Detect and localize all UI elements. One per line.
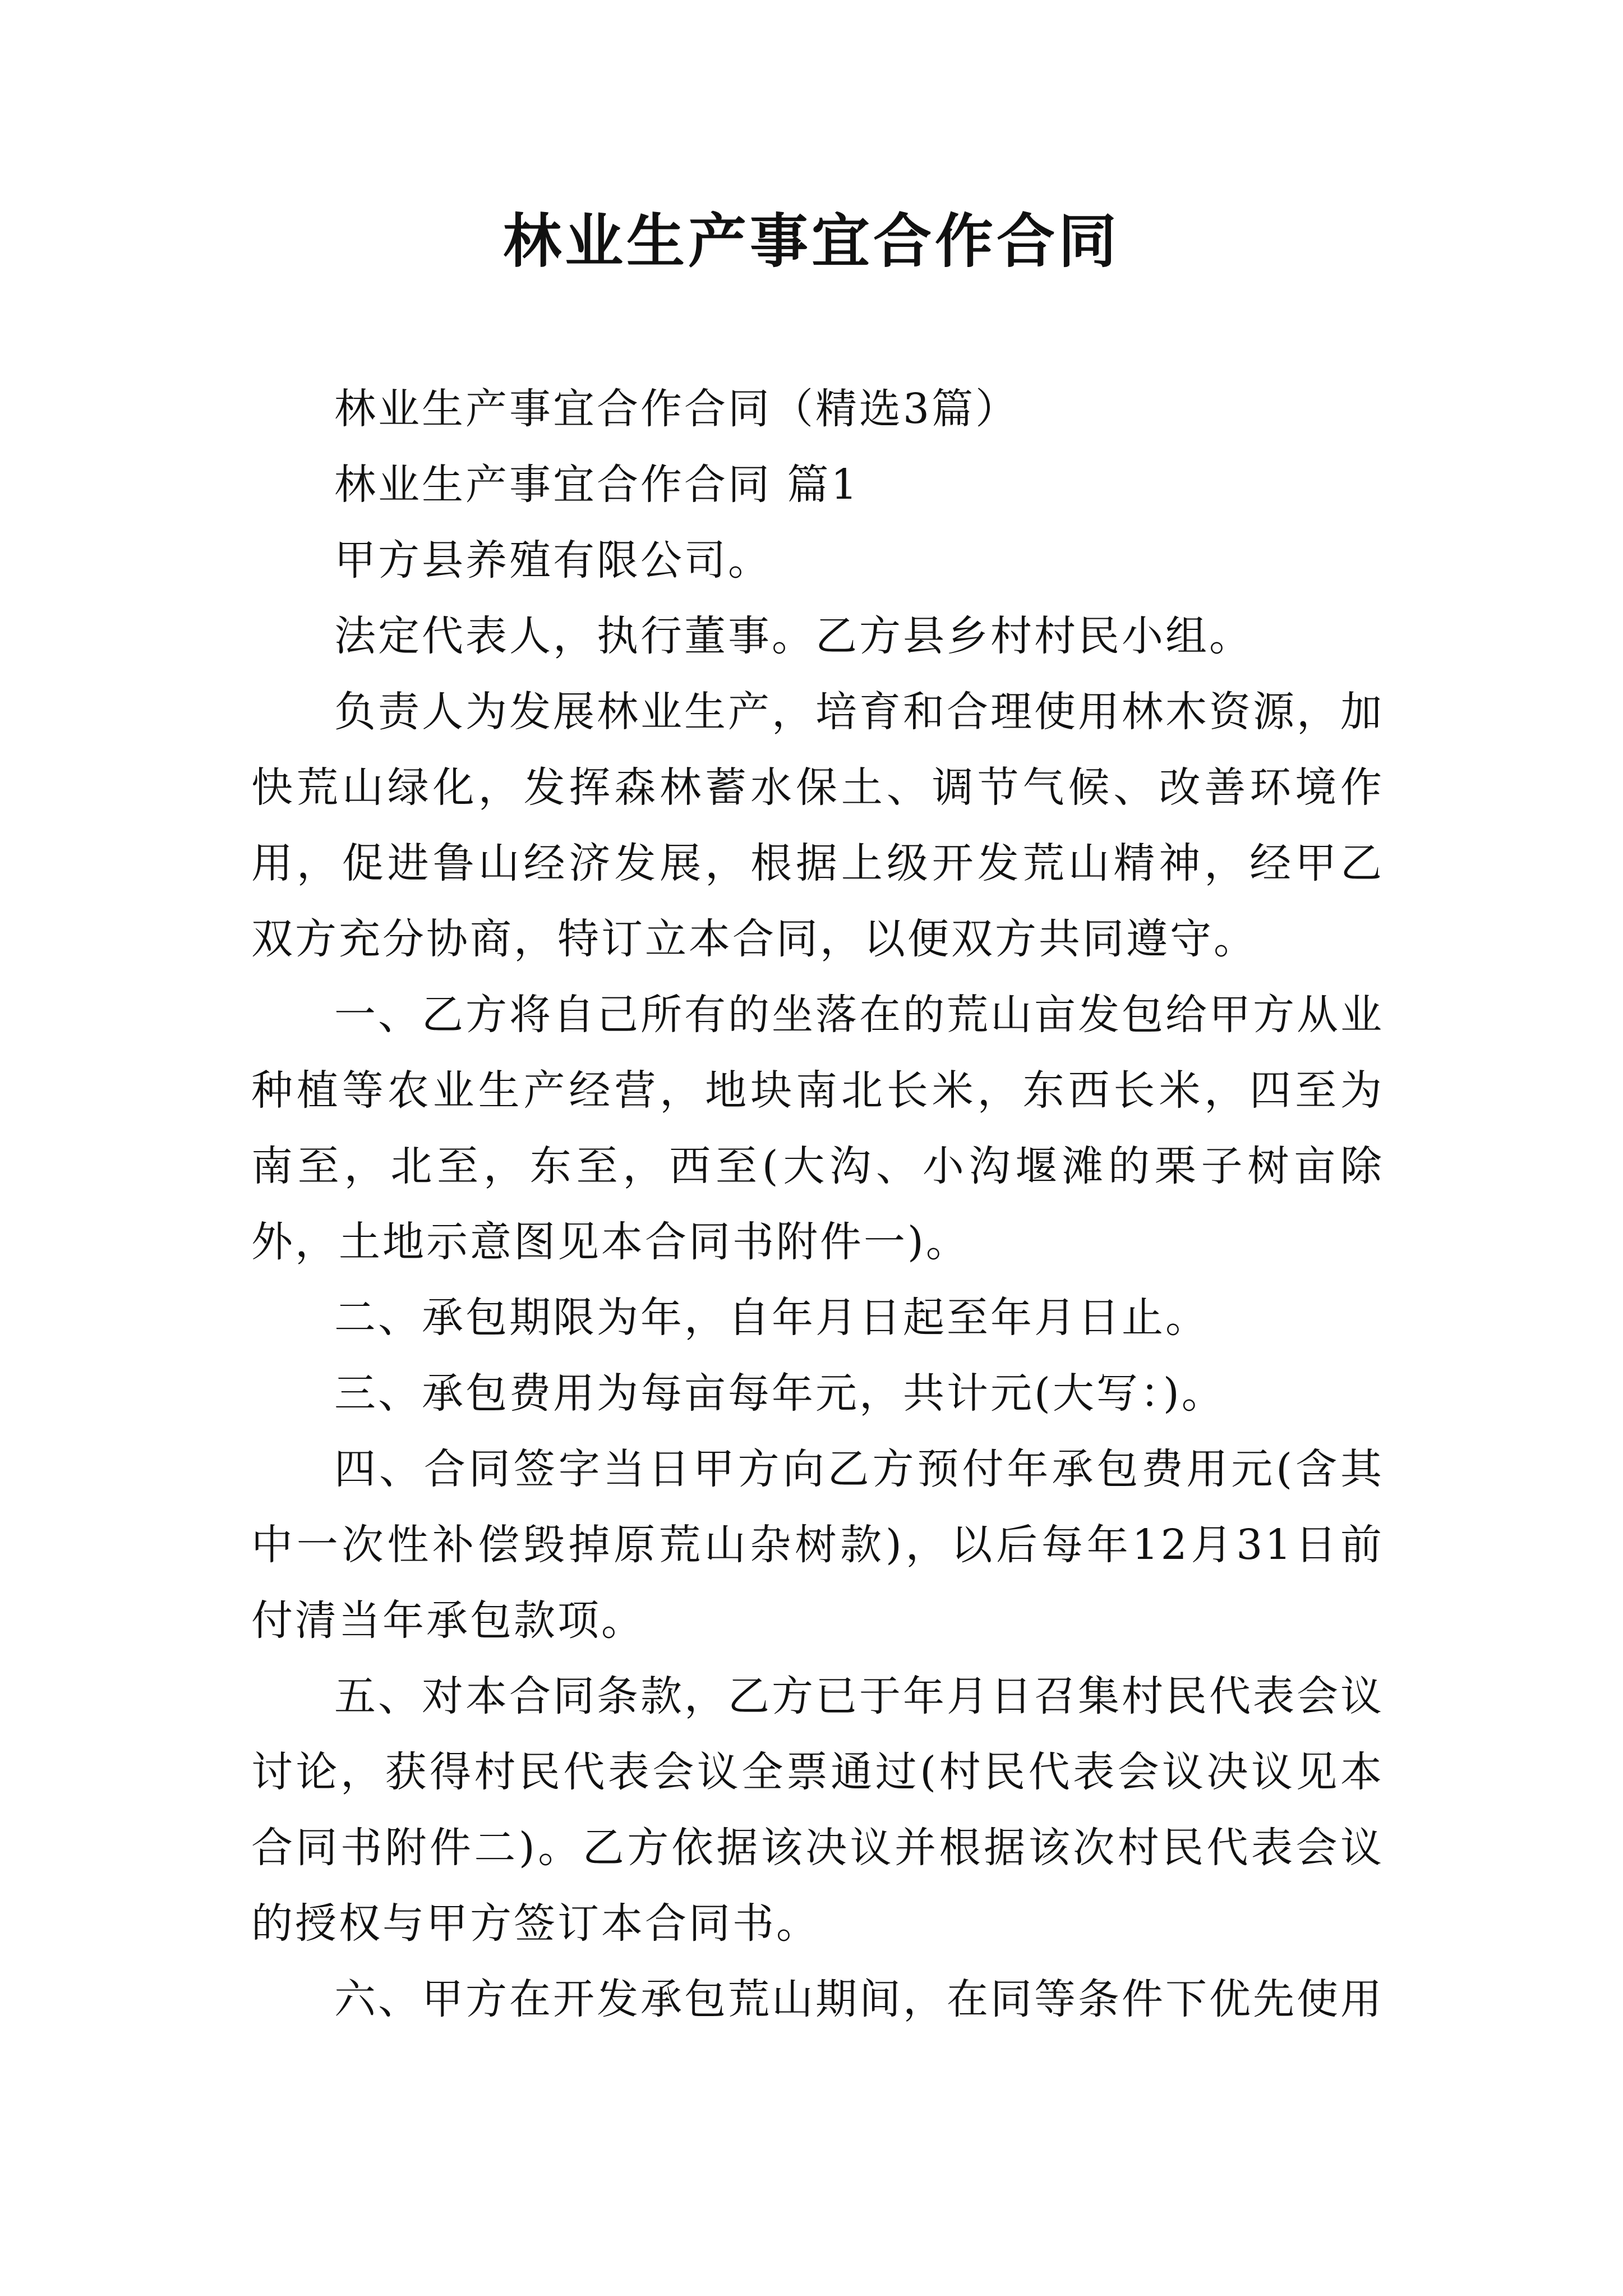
paragraph-clause-2: 二、承包期限为年，自年月日起至年月日止。 xyxy=(334,1294,1209,1342)
paragraph-collection-heading: 林业生产事宜合作合同（精选3篇） xyxy=(334,385,1020,433)
document-title: 林业生产事宜合作合同 xyxy=(502,207,1120,275)
paragraph-clause-1: 一、乙方将自己所有的坐落在的荒山亩发包给甲方从业种植等农业生产经营，地块南北长米，东西长米，四至为南至，北至，东至，西至(大沟、小沟堰滩的栗子树亩除外，土地示意图见本合同书附件一)。 xyxy=(251,991,1384,1266)
document-body xyxy=(251,371,1384,2037)
paragraph-preamble: 负责人为发展林业生产，培育和合理使用林木资源，加快荒山绿化，发挥森林蓄水保土、调节气候、改善环境作用，促进鲁山经济发展，根据上级开发荒山精神，经甲乙双方充分协商，特订立本合同，以便双方共同遵守。 xyxy=(251,688,1384,963)
paragraph-legal-representative: 法定代表人，执行董事。乙方县乡村村民小组。 xyxy=(334,612,1253,660)
paragraph-clause-3: 三、承包费用为每亩每年元，共计元(大写：)。 xyxy=(334,1369,1225,1418)
paragraph-party-a: 甲方县养殖有限公司。 xyxy=(334,536,772,585)
paragraph-section-heading: 林业生产事宜合作合同 篇1 xyxy=(334,461,860,509)
paragraph-clause-5: 五、对本合同条款，乙方已于年月日召集村民代表会议讨论，获得村民代表会议全票通过(村民代表会议决议见本合同书附件二)。乙方依据该决议并根据该次村民代表会议的授权与甲方签订本合同书。 xyxy=(251,1672,1384,1948)
paragraph-clause-4: 四、合同签字当日甲方向乙方预付年承包费用元(含其中一次性补偿毁掉原荒山杂树款)，以后每年12月31日前付清当年承包款项。 xyxy=(251,1445,1384,1645)
paragraph-clause-6: 六、甲方在开发承包荒山期间，在同等条件下优先使用 xyxy=(334,1975,1384,2023)
